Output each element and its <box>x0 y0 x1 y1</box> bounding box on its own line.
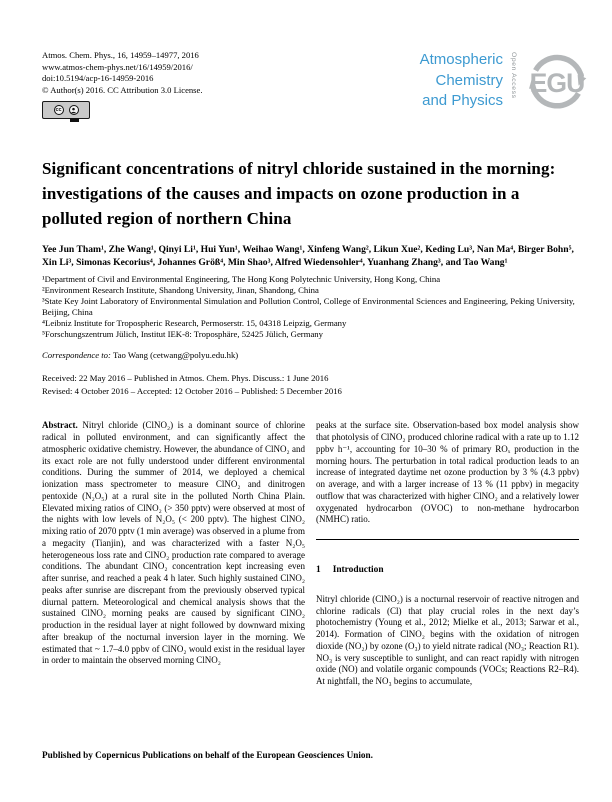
cc-badge-tab <box>70 118 79 122</box>
correspondence-label: Correspondence to: <box>42 350 111 361</box>
left-column <box>42 420 305 688</box>
affiliation-2: ²Environment Research Institute, Shandong University, Jinan, Shandong, China <box>42 285 319 296</box>
abstract-text-1: Nitryl chloride (ClNO₂) is a dominant source of chlorine radical in polluted environment, and can significantly affect the atmospheric oxidative chemistry. However, the abundance of ClNO₂ and its exact role are not fully understood under different environmental conditions. During the summer of 2014, we deployed a chemical ionization mass spectrometer to measure ClNO₂ and dinitrogen pentoxide (N₂O₅) at a rural site in the polluted North China Plain. Elevated mixing ratios of ClNO₂ (> 350 pptv) were observed at most of the nights with low levels of N₂O₅ (< 200 pptv). The highest ClNO₂ mixing ratio of 2070 pptv (1 min average) was observed in a plume from a megacity (Tianjin), and was characterized with a faster N₂O₅ heterogeneous loss rate and ClNO₂ production rate compared to average conditions. The abundant ClNO₂ concentration kept increasing even after sunrise, and reached a peak 4 h later. Such highly sustained ClNO₂ peaks after sunrise are discrepant from the previously observed typical diurnal pattern. Meteorological and chemical analysis shows that the sustained ClNO₂ morning peaks are caused by significant ClNO₂ production in the residual layer at night followed by downward mixing after breakup of the nocturnal inversion layer in the morning. We estimated that ~ 1.7–4.0 ppbv of ClNO₂ would exist in the residual layer in order to maintain the observed morning ClNO₂ <box>42 420 305 666</box>
article-doi: doi:10.5194/acp-16-14959-2016 <box>42 73 154 84</box>
affiliation-5: ⁵Forschungszentrum Jülich, Institut IEK-8: Troposphäre, 52425 Jülich, Germany <box>42 329 323 340</box>
page-header <box>42 50 590 119</box>
affiliations <box>42 274 590 340</box>
publication-dates <box>42 372 590 397</box>
author-list: Yee Jun Tham¹, Zhe Wang¹, Qinyi Li¹, Hui Yun¹, Weihao Wang¹, Xinfeng Wang², Likun Xue², Keding Lu³, Nan Ma⁴, Birger Bohn⁵, Xin Li³, Simonas Kecorius⁴, Johannes Größ⁴, Min Shao³, Alfred Wiedensohler⁴, Yuanhang Zhang³, and Tao Wang¹ <box>42 244 574 269</box>
section-number: 1 <box>316 565 321 576</box>
introduction-heading <box>316 565 579 577</box>
article-title: Significant concentrations of nitryl chloride sustained in the morning: investigations of the causes and impacts on ozone production in a polluted region of northern China <box>42 159 556 229</box>
affiliation-1: ¹Department of Civil and Environmental Engineering, The Hong Kong Polytechnic University, Hong Kong, China <box>42 274 441 285</box>
journal-citation: Atmos. Chem. Phys., 16, 14959–14977, 2016 <box>42 50 199 60</box>
citation-lines <box>42 50 203 96</box>
license-line: © Author(s) 2016. CC Attribution 3.0 License. <box>42 84 203 95</box>
egu-logo-icon <box>524 48 590 114</box>
revised-line: Revised: 4 October 2016 – Accepted: 12 October 2016 – Published: 5 December 2016 <box>42 385 342 396</box>
correspondence-line <box>42 350 590 360</box>
citation-block <box>42 50 203 119</box>
right-column <box>316 420 579 688</box>
journal-name-line: and Physics <box>422 92 503 109</box>
cc-icon: cc <box>54 105 64 115</box>
body-columns <box>42 420 590 688</box>
article-url: www.atmos-chem-phys.net/16/14959/2016/ <box>42 61 193 72</box>
open-access-label: Open Access <box>510 52 517 99</box>
affiliation-3: ³State Key Joint Laboratory of Environmental Simulation and Pollution Control, College of Environmental Sciences and Engineering, Peking University, Beijing, China <box>42 296 575 318</box>
egu-logo-text: EGU <box>529 68 585 98</box>
correspondence-value: Tao Wang (cetwang@polyu.edu.hk) <box>112 350 239 361</box>
received-line: Received: 22 May 2016 – Published in Atmos. Chem. Phys. Discuss.: 1 June 2016 <box>42 373 329 384</box>
section-divider <box>316 539 579 540</box>
section-title: Introduction <box>332 565 384 576</box>
cc-by-badge <box>42 101 90 119</box>
abstract-label: Abstract. <box>42 420 78 431</box>
affiliation-4: ⁴Leibniz Institute for Tropospheric Research, Permoserstr. 15, 04318 Leipzig, Germany <box>42 318 347 329</box>
abstract-part-2: peaks at the surface site. Observation-based box model analysis show that photolysis of ClNO₂ produced chlorine radical with a rate up to 1.12 ppbv h⁻¹, accounting for 10–30 % of primary ROₓ production in the morning hours. The perturbation in total radical production leads to an increase of integrated daytime net ozone production by 3 % (4.3 ppbv) on average, and with a larger increase of 13 % (11 ppbv) in megacity outflow that was characterized with higher ClNO₂ and a relatively lower oxygenated hydrocarbon (OVOC) to non-methane hydrocarbon (NMHC) ratio. <box>316 420 579 525</box>
journal-logo-block <box>420 50 590 114</box>
publisher-footer: Published by Copernicus Publications on behalf of the European Geosciences Union. <box>42 750 373 760</box>
abstract-part-1 <box>42 420 305 667</box>
journal-name-line: Chemistry <box>435 71 503 89</box>
journal-name-line: Atmospheric <box>419 51 503 68</box>
introduction-text: Nitryl chloride (ClNO₂) is a nocturnal reservoir of reactive nitrogen and chlorine radicals (Cl) that play crucial roles in the next day’s photochemistry (Young et al., 2012; Mielke et al., 2013; Sarwar et al., 2014). Formation of ClNO₂ begins with the oxidation of nitrogen dioxide (NO₂) by ozone (O₃) to yield nitrate radical (NO₃; Reaction R1). NO₃ is very susceptible to sunlight, and can react rapidly with nitrogen oxide (NO) and volatile organic compounds (VOCs; Reactions R2–R4). At nightfall, the NO₃ begins to accumulate, <box>316 593 579 687</box>
journal-name <box>420 50 503 112</box>
person-icon <box>69 105 79 115</box>
